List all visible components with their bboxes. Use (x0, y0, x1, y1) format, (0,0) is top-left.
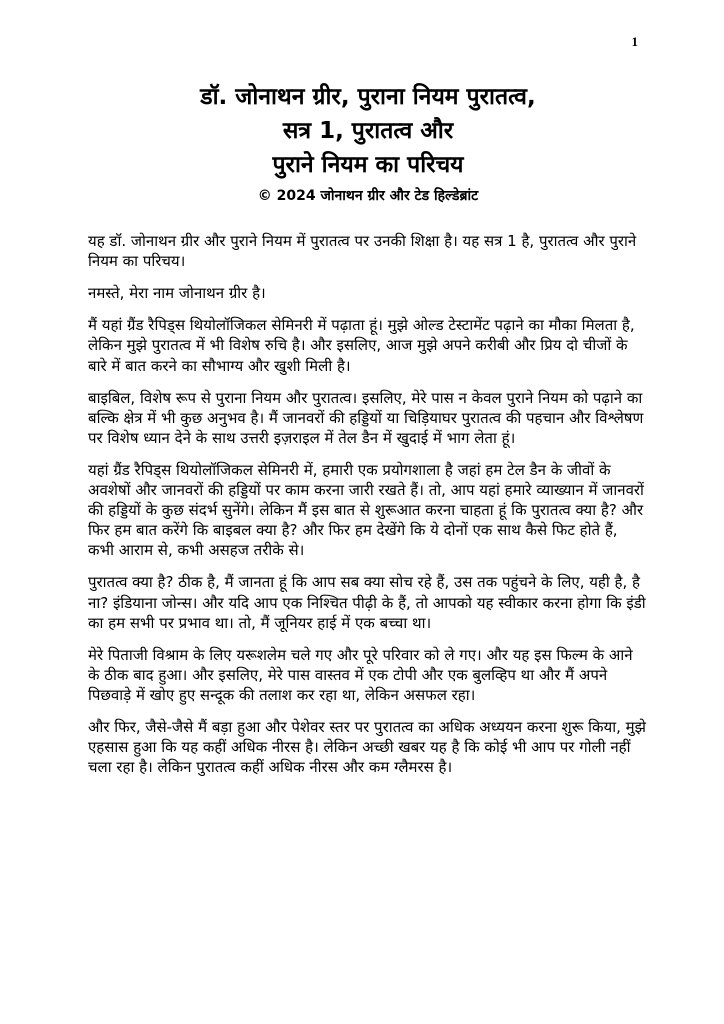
title-line-1: डॉ. जोनाथन ग्रीर, पुराना नियम पुरातत्व, (200, 84, 536, 110)
title-line-3: पुराने नियम का परिचय (272, 152, 464, 179)
title-line-2: सत्र 1, पुरातत्व और (282, 118, 454, 145)
paragraph-8: और फिर, जैसे-जैसे मैं बड़ा हुआ और पेशेवर स्तर पर पुरातत्व का अधिक अध्ययन करना शुरू किया, मुझे एहसास हुआ कि यह कहीं अधिक नीरस है। लेकिन अच्छी खबर यह है कि कोई भी आप पर गोली नहीं चला रहा है। लेकिन पुरातत्व कहीं अधिक नीरस और कम ग्लैमरस है। (88, 717, 646, 777)
paragraph-7: मेरे पिताजी विश्राम के लिए यरूशलेम चले गए और पूरे परिवार को ले गए। और यह इस फिल्म के आने के ठीक बाद हुआ। और इसलिए, मेरे पास वास्तव में एक टोपी और एक बुलव्हिप था और मैं अपने पिछवाड़े में खोए हुए सन्दूक की तलाश कर रहा था, लेकिन असफल रहा। (88, 645, 633, 704)
paragraph-2: नमस्ते, मेरा नाम जोनाथन ग्रीर है। (88, 284, 266, 303)
paragraph-4: बाइबिल, विशेष रूप से पुराना नियम और पुरातत्व। इसलिए, मेरे पास न केवल पुराने नियम को पढ़ाने का बल्कि क्षेत्र में भी कुछ अनुभव है। मैं जानवरों की हड्डियों या चिड़ियाघर पुरातत्व की पहचान और विश्लेषण पर विशेष ध्यान देने के साथ उत्तरी इज़राइल में तेल डैन में खुदाई में भाग लेता हूं। (88, 388, 644, 447)
copyright-line: © 2024 जोनाथन ग्रीर और टेड हिल्डेब्रांट (257, 188, 479, 205)
paragraph-5: यहां ग्रैंड रैपिड्स थियोलॉजिकल सेमिनरी में, हमारी एक प्रयोगशाला है जहां हम टेल डैन के जीवों के अवशेषों और जानवरों की हड्डियों पर काम करना जारी रखते हैं। तो, आप यहां हमारे व्याख्यान में जानवरों की हड्डियों के कुछ संदर्भ सुनेंगे। लेकिन मैं इस बात से शुरूआत करना चाहता हूं कि पुरातत्व क्या है? और फिर हम बात करेंगे कि बाइबल क्या है? और फिर हम देखेंगे कि ये दोनों एक साथ कैसे फिट होते हैं, कभी आराम से, कभी असहज तरीके से। (88, 460, 644, 560)
document-body (88, 231, 648, 777)
paragraph-3: मैं यहां ग्रैंड रैपिड्स थियोलॉजिकल सेमिनरी में पढ़ाता हूं। मुझे ओल्ड टेस्टामेंट पढ़ाने का मौका मिलता है, लेकिन मुझे पुरातत्व में भी विशेष रुचि है। और इसलिए, आज मुझे अपने करीबी और प्रिय दो चीजों के बारे में बात करने का सौभाग्य और खुशी मिली है। (88, 316, 635, 375)
document-title (88, 80, 648, 182)
paragraph-6: पुरातत्व क्या है? ठीक है, मैं जानता हूं कि आप सब क्या सोच रहे हैं, उस तक पहुंचने के लिए, यही है, है ना? इंडियाना जोन्स। और यदि आप एक निश्चित पीढ़ी के हैं, तो आपको यह स्वीकार करना होगा कि इंडी का हम सभी पर प्रभाव था। तो, मैं जूनियर हाई में एक बच्चा था। (88, 573, 646, 632)
page-number: 1 (631, 34, 638, 49)
paragraph-1: यह डॉ. जोनाथन ग्रीर और पुराने नियम में पुरातत्व पर उनकी शिक्षा है। यह सत्र 1 है, पुरातत्व और पुराने नियम का परिचय। (88, 232, 637, 271)
